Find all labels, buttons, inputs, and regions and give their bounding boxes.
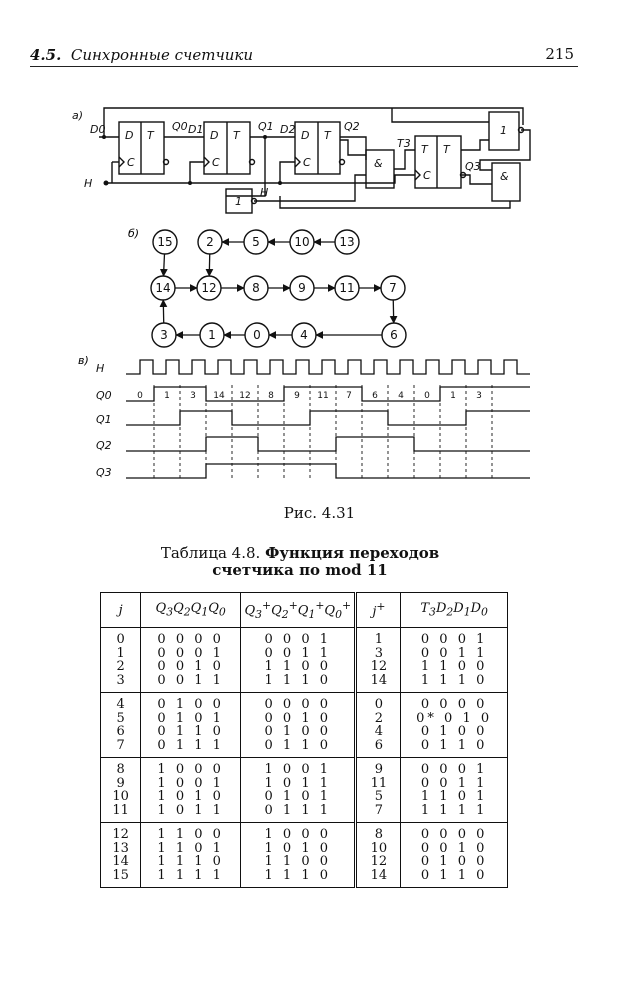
table-value: 1 0 1 0 <box>264 840 331 856</box>
state-node-label: 4 <box>300 328 308 342</box>
timing-state-label: 6 <box>372 391 378 401</box>
table-value: 0 0 1 1 <box>420 645 488 661</box>
table-value: 14 <box>370 672 388 688</box>
table-value: 2 <box>374 710 384 726</box>
table-value: 9 <box>116 775 125 791</box>
inverter-output-label: H <box>260 186 269 199</box>
output-q1-label: Q1 <box>258 120 274 133</box>
page-number: 215 <box>545 45 574 63</box>
table-value: 0 1 1 1 <box>264 802 331 818</box>
timing-state-label: 12 <box>239 391 251 401</box>
table-value: 11 <box>112 802 129 818</box>
table-value: 15 <box>112 867 129 883</box>
table-value: 4 <box>374 724 384 739</box>
table-cell <box>141 823 241 888</box>
table-value: 7 <box>374 802 384 818</box>
output-q2-label: Q2 <box>344 120 360 133</box>
timing-state-label: 3 <box>476 391 482 401</box>
timing-signal-label: H <box>96 362 105 375</box>
table-value: 1 0 1 1 <box>157 802 224 818</box>
table-cell <box>356 628 401 693</box>
table-value: 0 0 0 1 <box>420 762 488 777</box>
table-cell <box>401 628 508 693</box>
table-cell <box>101 758 141 823</box>
part-c-label: в) <box>78 354 89 367</box>
state-node-label: 15 <box>157 235 173 249</box>
table-value: 0 0 1 0 <box>264 710 331 726</box>
table-value: 3 <box>374 645 384 661</box>
output-q3-label: Q3 <box>465 160 481 173</box>
table-cell <box>356 758 401 823</box>
table-value: 6 <box>374 737 384 753</box>
table-value: 8 <box>374 827 384 842</box>
table-row-group <box>101 693 508 758</box>
table-value: 0 0 1 0 <box>157 659 224 674</box>
ff1-d-label: D <box>210 129 219 142</box>
input-t3-label: T3 <box>397 137 411 150</box>
table-value: 0 0 1 1 <box>420 775 488 791</box>
input-d2-label: D2 <box>280 123 296 136</box>
table-row-group <box>101 758 508 823</box>
state-node-label: 2 <box>206 235 214 249</box>
table-cell <box>241 693 356 758</box>
timing-state-label: 11 <box>317 391 329 401</box>
table-cell <box>356 693 401 758</box>
table-value: 1 0 1 1 <box>264 775 331 791</box>
table-value: 0 0 0 0 <box>264 697 331 712</box>
ff3-t-label: T <box>421 143 428 156</box>
col-header-excitation: $T_3D_2D_1D_0$ <box>401 593 508 628</box>
table-cell <box>401 693 508 758</box>
state-node-label: 3 <box>160 328 168 342</box>
table-value: 0 1 0 0 <box>157 697 224 712</box>
table-value: 0 0 1 1 <box>157 672 224 688</box>
output-q0-label: Q0 <box>172 120 188 133</box>
state-node-label: 9 <box>298 281 306 295</box>
table-value: 0 0 0 0 <box>420 697 488 712</box>
table-group <box>101 693 508 758</box>
table-value: 1 1 0 1 <box>157 840 224 856</box>
table-value: 9 <box>374 762 384 777</box>
table-cell <box>141 693 241 758</box>
inverter-label: 1 <box>235 195 242 208</box>
table-value: 2 <box>116 659 125 674</box>
col-header-jplus: j+ <box>356 593 401 628</box>
ff3-t2-label: T <box>443 143 450 156</box>
table-value: 0 1 0 0 <box>420 724 488 739</box>
table-value: 1 <box>374 632 384 647</box>
timing-state-label: 7 <box>346 391 352 401</box>
table-value: 1 1 1 0 <box>420 672 488 688</box>
table-value: 0 1 0 0 <box>420 854 488 869</box>
table-value: 4 <box>116 697 125 712</box>
state-node-label: 11 <box>339 281 355 295</box>
clock-input-label: H <box>84 177 93 190</box>
state-node-label: 14 <box>155 281 171 295</box>
table-value: 14 <box>370 867 388 883</box>
col-header-j: j <box>101 593 141 628</box>
table-value: 7 <box>116 737 125 753</box>
state-node-label: 13 <box>339 235 355 249</box>
state-node-label: 8 <box>252 281 260 295</box>
table-value: 1 1 0 0 <box>264 854 331 869</box>
table-value: 1 1 0 0 <box>157 827 224 842</box>
ff2-t-label: T <box>324 129 331 142</box>
table-value: 12 <box>370 659 388 674</box>
state-node-label: 0 <box>253 328 261 342</box>
ff0-c-label: C <box>127 156 135 169</box>
timing-state-label: 0 <box>137 391 143 401</box>
table-value: 14 <box>112 854 129 869</box>
table-value: 0 0 1 1 <box>264 645 331 661</box>
table-value: 8 <box>116 762 125 777</box>
table-value: 1 0 0 0 <box>157 762 224 777</box>
table-caption-prefix: Таблица 4.8. <box>160 544 261 562</box>
table-cell <box>401 758 508 823</box>
table-value: 0 1 0 1 <box>264 789 331 804</box>
timing-state-label: 14 <box>213 391 225 401</box>
table-caption <box>0 545 600 579</box>
table-group <box>101 823 508 888</box>
table-caption-title-2: счетчика по mod 11 <box>212 561 388 579</box>
table-cell <box>356 823 401 888</box>
ff2-d-label: D <box>301 129 310 142</box>
q-waveform <box>126 464 530 478</box>
timing-state-label: 0 <box>424 391 430 401</box>
table-value: 1 1 1 0 <box>157 854 224 869</box>
table-cell <box>241 823 356 888</box>
table-value: 0 1 1 0 <box>264 737 331 753</box>
table-value: 0* 0 1 0 <box>416 710 493 726</box>
ff1-c-label: C <box>212 156 220 169</box>
or-label: 1 <box>500 124 507 137</box>
table-value: 1 1 0 0 <box>264 659 331 674</box>
table-value: 1 0 0 1 <box>264 762 331 777</box>
state-node-label: 6 <box>390 328 398 342</box>
input-d0-label: D0 <box>90 123 106 136</box>
ff1-t-label: T <box>233 129 240 142</box>
table-value: 1 1 1 0 <box>264 672 331 688</box>
state-node-label: 1 <box>208 328 216 342</box>
table-value: 12 <box>112 827 129 842</box>
timing-signal-label: Q0 <box>96 389 112 402</box>
table-value: 12 <box>370 854 388 869</box>
table-value: 0 1 1 0 <box>157 724 224 739</box>
and2-label: & <box>500 170 509 183</box>
ff3-c-label: C <box>423 169 431 182</box>
table-value: 1 1 0 0 <box>420 659 488 674</box>
timing-signal-label: Q3 <box>96 466 112 479</box>
table-value: 0 0 0 1 <box>264 632 331 647</box>
table-value: 6 <box>116 724 125 739</box>
table-value: 5 <box>374 789 384 804</box>
q-waveform <box>126 411 530 425</box>
table-value: 11 <box>370 775 388 791</box>
table-value: 1 0 0 1 <box>157 775 224 791</box>
table-row-group <box>101 823 508 888</box>
timing-state-label: 1 <box>450 391 456 401</box>
part-b-label: б) <box>128 227 140 240</box>
table-cell <box>101 823 141 888</box>
table-value: 0 0 0 1 <box>420 632 488 647</box>
q-waveform <box>126 437 530 451</box>
table-caption-title-1: Функция переходов <box>265 544 440 562</box>
table-value: 13 <box>112 840 129 856</box>
timing-state-label: 9 <box>294 391 300 401</box>
state-node-label: 5 <box>252 235 260 249</box>
table-cell <box>241 628 356 693</box>
part-a-label: а) <box>72 109 84 122</box>
ff2-c-label: C <box>303 156 311 169</box>
input-d1-label: D1 <box>188 123 204 136</box>
section-number: 4.5. <box>30 46 62 64</box>
table-value: 0 1 1 0 <box>420 737 488 753</box>
table-value: 1 1 1 0 <box>264 867 331 883</box>
table-value: 0 <box>116 632 125 647</box>
section-title: Синхронные счетчики <box>70 46 254 64</box>
table-value: 1 <box>116 645 125 661</box>
timing-signal-label: Q1 <box>96 413 112 426</box>
transition-table <box>100 592 508 888</box>
col-header-next-state: $Q_3^+Q_2^+Q_1^+Q_0^+$ <box>241 593 356 628</box>
table-value: 5 <box>116 710 125 726</box>
table-value: 0 0 0 0 <box>157 632 224 647</box>
state-node-label: 10 <box>294 235 310 249</box>
timing-signal-label: Q2 <box>96 439 112 452</box>
table-cell <box>141 628 241 693</box>
table-value: 3 <box>116 672 125 688</box>
table-value: 0 <box>374 697 384 712</box>
table-value: 0 0 0 1 <box>157 645 224 661</box>
ff0-t-label: T <box>147 129 154 142</box>
table-cell <box>101 693 141 758</box>
table-value: 10 <box>370 840 388 856</box>
table-cell <box>101 628 141 693</box>
table-group <box>101 758 508 823</box>
and1-label: & <box>374 157 383 170</box>
table-value: 0 1 1 0 <box>420 867 488 883</box>
clock-waveform <box>126 360 530 374</box>
table-value: 10 <box>112 789 129 804</box>
table-row-group <box>101 628 508 693</box>
table-cell <box>241 758 356 823</box>
table-value: 0 0 0 0 <box>420 827 488 842</box>
table-value: 0 0 1 0 <box>420 840 488 856</box>
table-value: 0 1 0 1 <box>157 710 224 726</box>
table-value: 0 1 0 0 <box>264 724 331 739</box>
ff0-d-label: D <box>125 129 134 142</box>
table-value: 1 1 0 1 <box>420 789 488 804</box>
timing-state-label: 8 <box>268 391 274 401</box>
table-group <box>101 628 508 693</box>
table-value: 1 1 1 1 <box>157 867 224 883</box>
table-cell <box>401 823 508 888</box>
table-cell <box>141 758 241 823</box>
state-node-label: 12 <box>201 281 217 295</box>
col-header-state: $Q_3Q_2Q_1Q_0$ <box>141 593 241 628</box>
table-value: 1 0 0 0 <box>264 827 331 842</box>
state-node-label: 7 <box>389 281 397 295</box>
table-value: 1 0 1 0 <box>157 789 224 804</box>
timing-state-label: 3 <box>190 391 196 401</box>
table-value: 1 1 1 1 <box>420 802 488 818</box>
table-value: 0 1 1 1 <box>157 737 224 753</box>
figure-caption: Рис. 4.31 <box>283 504 356 522</box>
timing-state-label: 1 <box>164 391 170 401</box>
timing-state-label: 4 <box>398 391 404 401</box>
